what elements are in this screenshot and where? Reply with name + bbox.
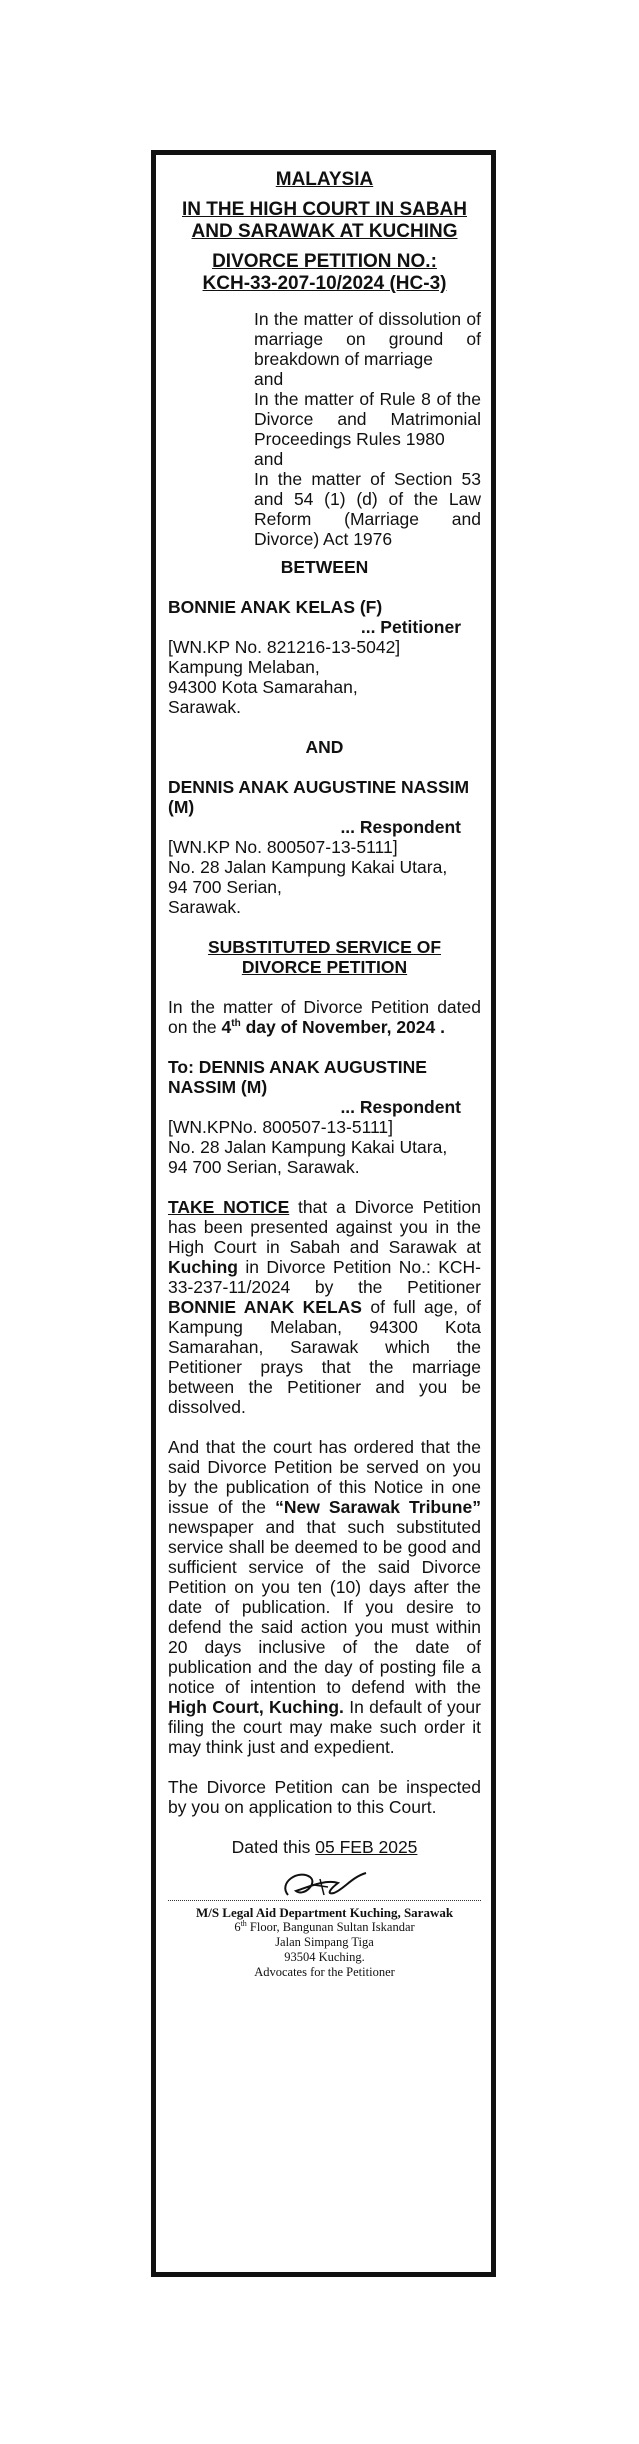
take-notice-text-2: in Divorce Petition No.: KCH-33-237-11/2024 by the Petitioner [168,1257,481,1297]
court-name-inline: High Court, Kuching. [168,1697,344,1717]
petitioner-address-line1: Kampung Melaban, [168,657,320,677]
between-label: BETWEEN [280,557,369,577]
signature-image [268,1865,378,1905]
legal-notice [151,150,496,2277]
addressee-line: To: DENNIS ANAK AUGUSTINE NASSIM (M) [168,1057,427,1097]
court-heading-line1: IN THE HIGH COURT IN SABAH [182,199,467,220]
newspaper-name: “New Sarawak Tribune” [275,1497,481,1517]
signature-line [168,1900,481,1901]
dated-label: Dated this [231,1837,316,1857]
petitioner-address-line2: 94300 Kota Samarahan, [168,677,358,697]
firm-street: Jalan Simpang Tiga [275,1935,374,1949]
matter-dissolution: In the matter of dissolution of marriage on ground of breakdown of marriage [254,309,481,369]
addressee-ic: [WN.KPNo. 800507-13-5111] [168,1117,394,1137]
country-heading: MALAYSIA [275,169,374,190]
matter-rule-8: In the matter of Rule 8 of the Divorce and Matrimonial Proceedings Rules 1980 [254,389,481,449]
petitioner-name-inline: BONNIE ANAK KELAS [168,1297,362,1317]
take-notice-label: TAKE NOTICE [168,1197,290,1217]
petitioner-role: ... Petitioner [360,617,461,637]
service-heading-line2: DIVORCE PETITION [241,957,408,977]
court-order-paragraph [168,1437,481,1757]
firm-floor-building: Floor, Bangunan Sultan Iskandar [246,1920,415,1934]
court-order-text-2: newspaper and that such substituted service shall be deemed to be good and sufficient service of the said Divorce Petition on you ten (10) days after the date of publication. If you desire to defend the said action you must within 20 days inclusive of the date of publication and the day of posting file a notice of intention to defend with the [168,1517,481,1697]
respondent-address-line3: Sarawak. [168,897,241,917]
addressee-address-line2: 94 700 Serian, Sarawak. [168,1157,360,1177]
court-location: Kuching [168,1257,238,1277]
respondent-address-line2: 94 700 Serian, [168,877,282,897]
respondent-ic: [WN.KP No. 800507-13-5111] [168,837,398,857]
petition-dated-paragraph [168,997,481,1037]
petition-dated-text: In the matter of Divorce Petition dated on the [168,997,481,1037]
firm-floor-number: 6 [234,1920,241,1934]
petition-dated-day-suffix: th [231,1018,241,1030]
matter-section-53: In the matter of Section 53 and 54 (1) (d) of the Law Reform (Marriage and Divorce) Act 1976 [254,469,481,549]
service-heading-line1: SUBSTITUTED SERVICE OF [207,937,442,957]
petition-number-line1: DIVORCE PETITION NO.: [212,251,437,272]
firm-role: Advocates for the Petitioner [254,1965,395,1979]
court-order-text-1: And that the court has ordered that the said Divorce Petition be served on you by the publication of this Notice in one issue of the [168,1437,481,1517]
take-notice-text-3: of full age, of Kampung Melaban, 94300 Kota Samarahan, Sarawak which the Petitioner prays that the marriage between the Petitioner and you be dissolved. [168,1297,482,1417]
take-notice-text-1: that a Divorce Petition has been presented against you in the High Court in Sabah and Sarawak at [168,1197,481,1257]
petition-dated-day: 4 [221,1017,232,1037]
inspection-paragraph: The Divorce Petition can be inspected by you on application to this Court. [168,1777,481,1817]
addressee-role: ... Respondent [340,1097,461,1117]
firm-name: M/S Legal Aid Department Kuching, Sarawak [195,1905,454,1920]
dated-line [168,1837,481,1857]
respondent-role: ... Respondent [340,817,461,837]
firm-floor-suffix: th [240,1918,247,1928]
petitioner-ic: [WN.KP No. 821216-13-5042] [168,637,401,657]
court-order-text-3: In default of your filing the court may make such order it may think just and expedient. [168,1697,481,1757]
petitioner-address-line3: Sarawak. [168,697,241,717]
court-heading-line2: AND SARAWAK AT KUCHING [191,221,458,242]
firm-floor [168,1920,481,1935]
matter-and-2: and [254,449,284,469]
take-notice-paragraph [168,1197,481,1417]
petitioner-name: BONNIE ANAK KELAS (F) [168,597,383,617]
respondent-address-line1: No. 28 Jalan Kampung Kakai Utara, [168,857,448,877]
signature-area [168,1865,481,1905]
respondent-name: DENNIS ANAK AUGUSTINE NASSIM (M) [168,777,470,817]
firm-postcode: 93504 Kuching. [284,1950,365,1964]
and-label: AND [305,737,344,757]
dated-value: 05 FEB 2025 [315,1837,418,1857]
addressee-address-line1: No. 28 Jalan Kampung Kakai Utara, [168,1137,448,1157]
petition-number-line2: KCH-33-207-10/2024 (HC-3) [202,273,447,294]
petition-dated-month: day of November, 2024 . [240,1017,445,1037]
matter-and-1: and [254,369,284,389]
firm-block [168,1905,481,1980]
